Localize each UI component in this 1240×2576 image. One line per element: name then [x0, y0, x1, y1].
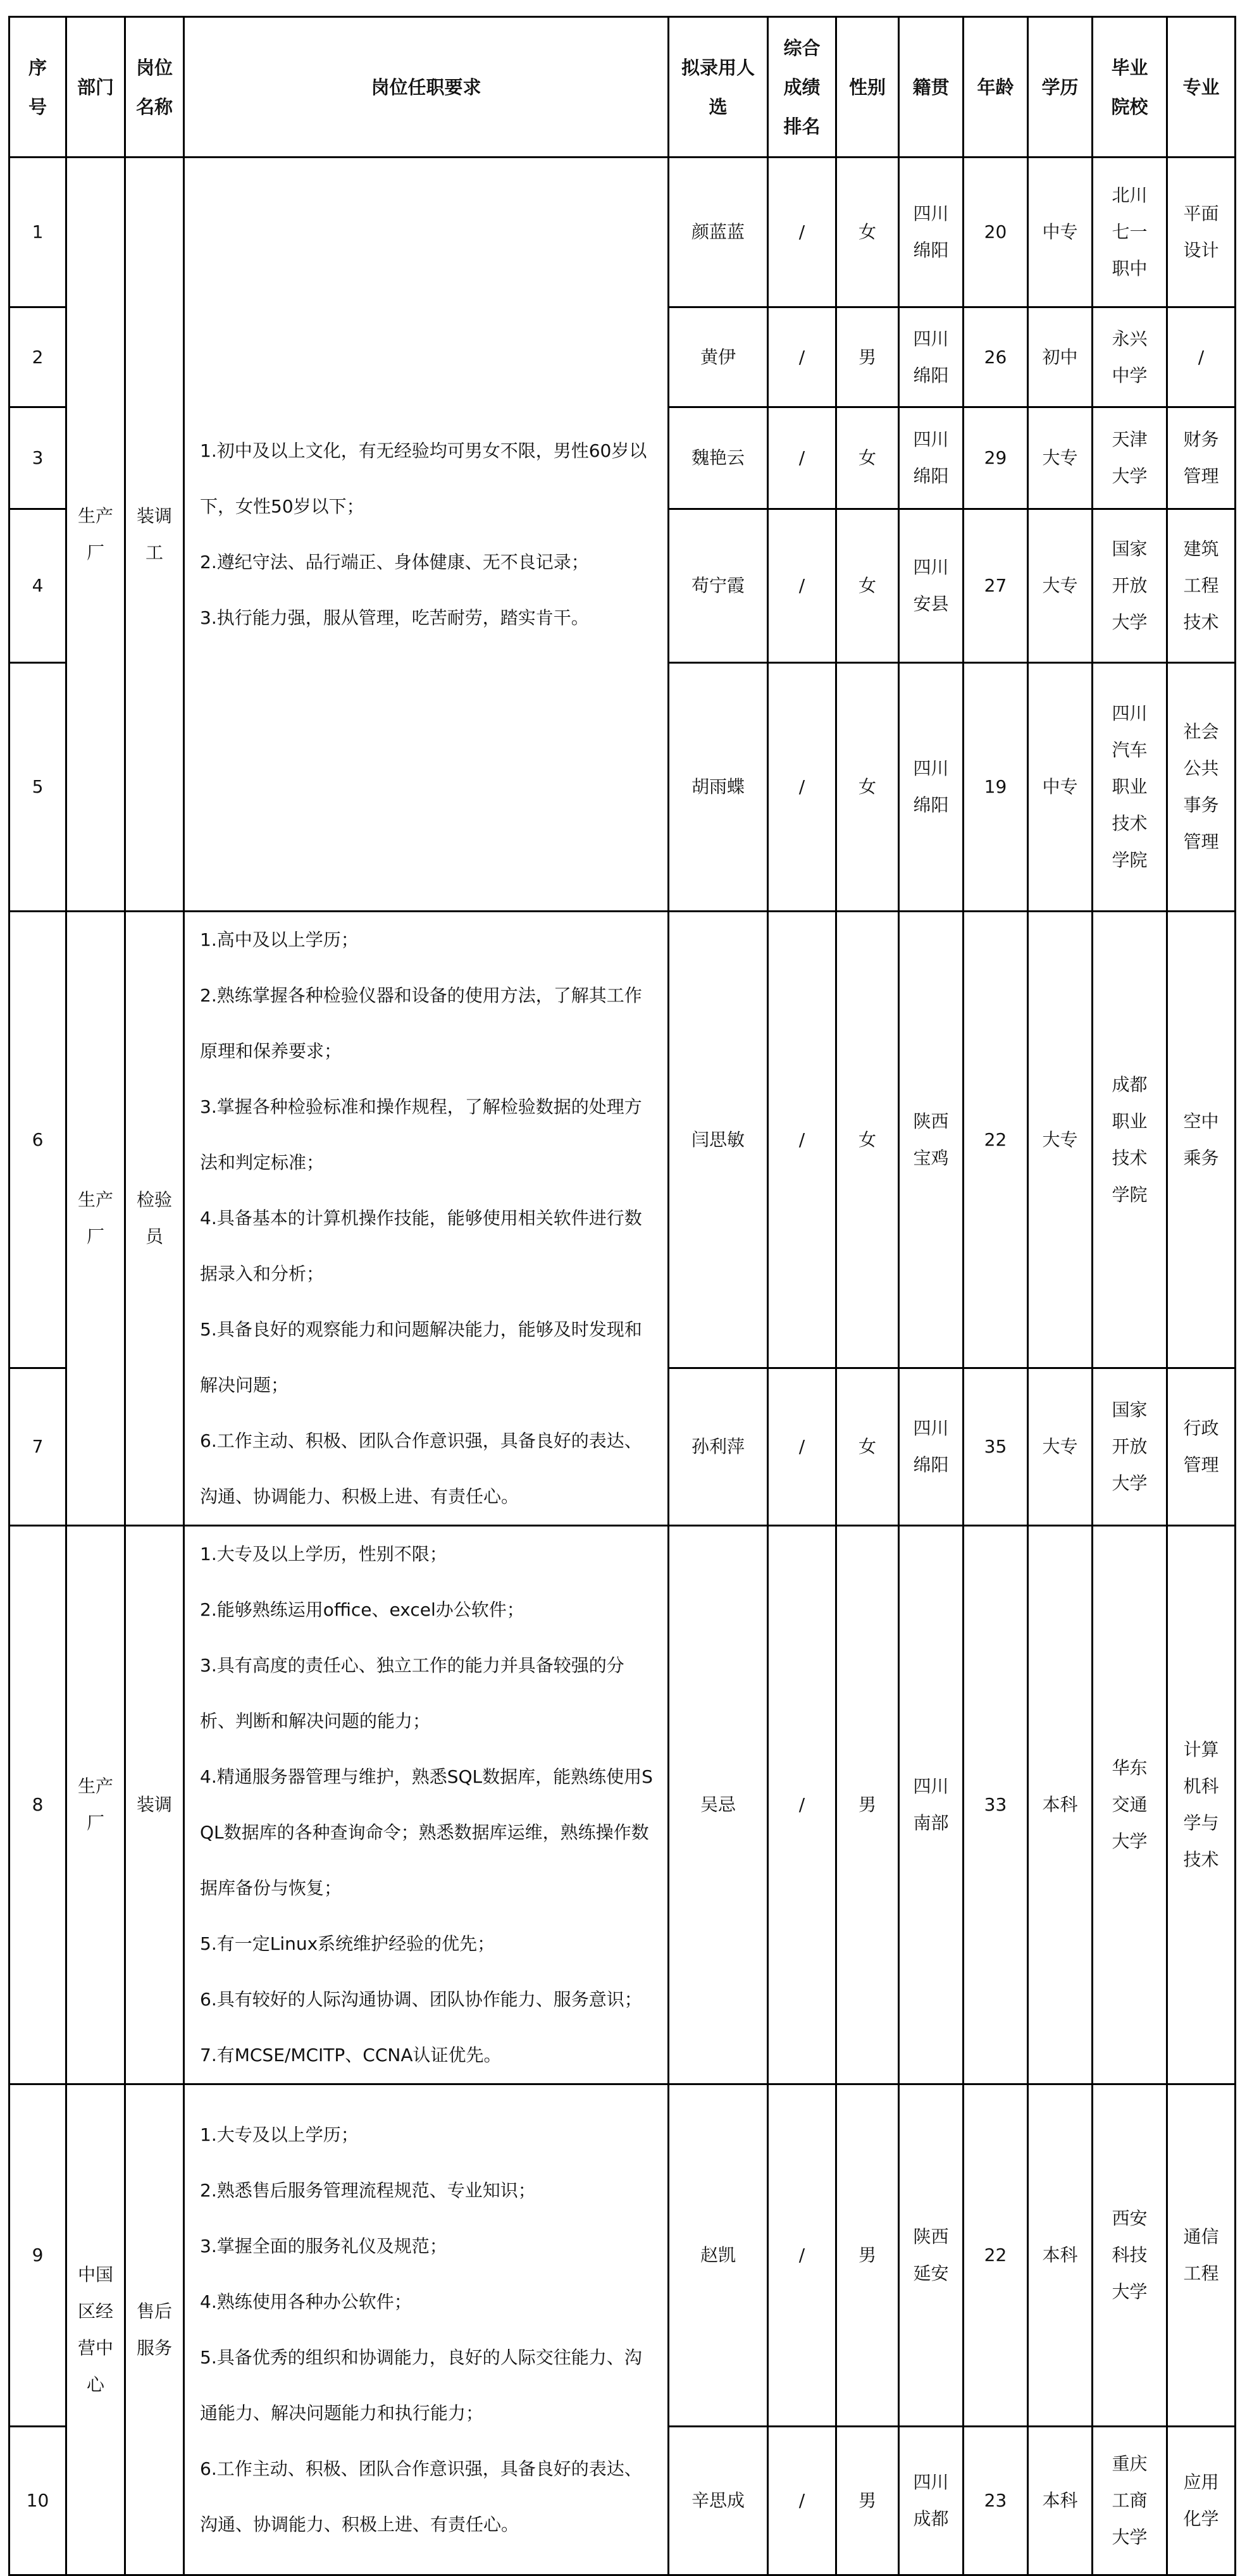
row-number: 8 — [9, 1526, 66, 2084]
gender: 女 — [836, 509, 899, 663]
row-number: 2 — [9, 307, 66, 407]
table-row — [9, 912, 1236, 1368]
header-cell: 专业 — [1167, 17, 1236, 158]
candidate-name: 辛思成 — [669, 2427, 768, 2575]
department-cell: 生产厂 — [66, 912, 125, 1526]
requirement-item: 1.初中及以上文化，有无经验均可男女不限，男性60岁以下，女性50岁以下； — [200, 440, 647, 517]
score-rank: / — [768, 158, 836, 307]
native-place: 四川绵阳 — [899, 307, 964, 407]
gender: 男 — [836, 307, 899, 407]
header-cell: 部门 — [66, 17, 125, 158]
native-place: 四川南部 — [899, 1526, 964, 2084]
education: 本科 — [1028, 1526, 1093, 2084]
age: 22 — [964, 912, 1028, 1368]
gender: 男 — [836, 1526, 899, 2084]
header-cell: 性别 — [836, 17, 899, 158]
header-cell: 籍贯 — [899, 17, 964, 158]
department-cell: 生产厂 — [66, 1526, 125, 2084]
requirement-item: 2.熟悉售后服务管理流程规范、专业知识； — [200, 2179, 536, 2201]
requirements-cell — [184, 912, 669, 1526]
major: 建筑工程技术 — [1167, 509, 1236, 663]
school: 国家开放大学 — [1093, 509, 1167, 663]
row-number: 4 — [9, 509, 66, 663]
score-rank: / — [768, 1368, 836, 1526]
candidate-name: 魏艳云 — [669, 407, 768, 509]
header-cell: 毕业院校 — [1093, 17, 1167, 158]
row-number: 5 — [9, 663, 66, 912]
education: 大专 — [1028, 407, 1093, 509]
candidate-name: 闫思敏 — [669, 912, 768, 1368]
major: 通信工程 — [1167, 2084, 1236, 2427]
candidate-name: 黄伊 — [669, 307, 768, 407]
age: 22 — [964, 2084, 1028, 2427]
requirement-item: 3.执行能力强，服从管理，吃苦耐劳，踏实肯干。 — [200, 607, 589, 628]
requirement-item: 1.大专及以上学历，性别不限； — [200, 1544, 447, 1564]
position-cell: 售后服务 — [125, 2084, 184, 2575]
requirement-item: 4.具备基本的计算机操作技能，能够使用相关软件进行数据录入和分析； — [200, 1208, 642, 1284]
gender: 男 — [836, 2427, 899, 2575]
requirement-item: 6.工作主动、积极、团队合作意识强，具备良好的表达、沟通、协调能力、积极上进、有责任心。 — [200, 2458, 642, 2535]
education: 本科 — [1028, 2084, 1093, 2427]
candidate-name: 颜蓝蓝 — [669, 158, 768, 307]
requirement-item: 3.具有高度的责任心、独立工作的能力并具备较强的分析、判断和解决问题的能力； — [200, 1655, 624, 1731]
school: 西安科技大学 — [1093, 2084, 1167, 2427]
table-row — [9, 1526, 1236, 2084]
row-number: 6 — [9, 912, 66, 1368]
age: 26 — [964, 307, 1028, 407]
school: 四川汽车职业技术学院 — [1093, 663, 1167, 912]
education: 大专 — [1028, 912, 1093, 1368]
requirement-item: 6.工作主动、积极、团队合作意识强，具备良好的表达、沟通、协调能力、积极上进、有责任心。 — [200, 1430, 642, 1507]
candidate-name: 吴忌 — [669, 1526, 768, 2084]
score-rank: / — [768, 307, 836, 407]
requirement-item: 1.大专及以上学历； — [200, 2124, 359, 2145]
major: 行政管理 — [1167, 1368, 1236, 1526]
header-cell: 岗位任职要求 — [184, 17, 669, 158]
requirement-item: 1.高中及以上学历； — [200, 929, 359, 950]
age: 19 — [964, 663, 1028, 912]
requirement-item: 3.掌握全面的服务礼仪及规范； — [200, 2235, 447, 2257]
major: 财务管理 — [1167, 407, 1236, 509]
school: 成都职业技术学院 — [1093, 912, 1167, 1368]
score-rank: / — [768, 912, 836, 1368]
header-cell: 岗位名称 — [125, 17, 184, 158]
gender: 女 — [836, 663, 899, 912]
score-rank: / — [768, 2427, 836, 2575]
school: 天津大学 — [1093, 407, 1167, 509]
score-rank: / — [768, 663, 836, 912]
position-cell: 装调 — [125, 1526, 184, 2084]
candidate-name: 赵凯 — [669, 2084, 768, 2427]
requirement-item: 5.具备优秀的组织和协调能力，良好的人际交往能力、沟通能力、解决问题能力和执行能力； — [200, 2346, 642, 2424]
native-place: 四川绵阳 — [899, 407, 964, 509]
age: 23 — [964, 2427, 1028, 2575]
requirement-item: 6.具有较好的人际沟通协调、团队协作能力、服务意识； — [200, 1989, 642, 2010]
age: 33 — [964, 1526, 1028, 2084]
row-number: 1 — [9, 158, 66, 307]
education: 大专 — [1028, 1368, 1093, 1526]
education: 中专 — [1028, 158, 1093, 307]
requirements-cell — [184, 1526, 669, 2084]
candidate-name: 胡雨蝶 — [669, 663, 768, 912]
native-place: 四川绵阳 — [899, 158, 964, 307]
score-rank: / — [768, 407, 836, 509]
requirements-cell — [184, 158, 669, 912]
requirements-cell — [184, 2084, 669, 2575]
school: 国家开放大学 — [1093, 1368, 1167, 1526]
requirement-item: 5.具备良好的观察能力和问题解决能力，能够及时发现和解决问题； — [200, 1319, 642, 1396]
header-cell: 拟录用人选 — [669, 17, 768, 158]
candidate-name: 孙利萍 — [669, 1368, 768, 1526]
hiring-table — [8, 16, 1236, 2576]
row-number: 9 — [9, 2084, 66, 2427]
row-number: 7 — [9, 1368, 66, 1526]
major: 应用化学 — [1167, 2427, 1236, 2575]
education: 初中 — [1028, 307, 1093, 407]
requirement-item: 3.掌握各种检验标准和操作规程，了解检验数据的处理方法和判定标准； — [200, 1096, 642, 1173]
score-rank: / — [768, 509, 836, 663]
header-cell: 年龄 — [964, 17, 1028, 158]
requirement-item: 4.精通服务器管理与维护，熟悉SQL数据库，能熟练使用SQL数据库的各种查询命令；熟悉数据库运维，熟练操作数据库备份与恢复； — [200, 1766, 653, 1898]
header-cell: 学历 — [1028, 17, 1093, 158]
gender: 女 — [836, 1368, 899, 1526]
age: 29 — [964, 407, 1028, 509]
school: 华东交通大学 — [1093, 1526, 1167, 2084]
score-rank: / — [768, 2084, 836, 2427]
table-row — [9, 158, 1236, 307]
education: 本科 — [1028, 2427, 1093, 2575]
age: 20 — [964, 158, 1028, 307]
school: 北川七一职中 — [1093, 158, 1167, 307]
header-cell: 序号 — [9, 17, 66, 158]
gender: 女 — [836, 158, 899, 307]
age: 35 — [964, 1368, 1028, 1526]
gender: 女 — [836, 407, 899, 509]
education: 中专 — [1028, 663, 1093, 912]
position-cell: 装调工 — [125, 158, 184, 912]
table-row — [9, 2084, 1236, 2427]
header-cell: 综合成绩排名 — [768, 17, 836, 158]
gender: 男 — [836, 2084, 899, 2427]
requirement-item: 5.有一定Linux系统维护经验的优先； — [200, 1933, 495, 1954]
major: 平面设计 — [1167, 158, 1236, 307]
native-place: 四川安县 — [899, 509, 964, 663]
score-rank: / — [768, 1526, 836, 2084]
requirement-item: 4.熟练使用各种办公软件； — [200, 2291, 412, 2312]
major: 社会公共事务管理 — [1167, 663, 1236, 912]
major: 计算机科学与技术 — [1167, 1526, 1236, 2084]
major: 空中乘务 — [1167, 912, 1236, 1368]
header-row — [9, 17, 1236, 158]
native-place: 陕西延安 — [899, 2084, 964, 2427]
gender: 女 — [836, 912, 899, 1368]
major: / — [1167, 307, 1236, 407]
requirement-item: 2.遵纪守法、品行端正、身体健康、无不良记录； — [200, 551, 589, 573]
department-cell: 中国区经营中心 — [66, 2084, 125, 2575]
native-place: 四川成都 — [899, 2427, 964, 2575]
row-number: 3 — [9, 407, 66, 509]
school: 永兴中学 — [1093, 307, 1167, 407]
native-place: 四川绵阳 — [899, 663, 964, 912]
school: 重庆工商大学 — [1093, 2427, 1167, 2575]
row-number: 10 — [9, 2427, 66, 2575]
native-place: 四川绵阳 — [899, 1368, 964, 1526]
age: 27 — [964, 509, 1028, 663]
education: 大专 — [1028, 509, 1093, 663]
department-cell: 生产厂 — [66, 158, 125, 912]
position-cell: 检验员 — [125, 912, 184, 1526]
requirement-item: 2.熟练掌握各种检验仪器和设备的使用方法，了解其工作原理和保养要求； — [200, 985, 642, 1062]
candidate-name: 苟宁霞 — [669, 509, 768, 663]
requirement-item: 2.能够熟练运用office、excel办公软件； — [200, 1599, 524, 1620]
requirement-item: 7.有MCSE/MCITP、CCNA认证优先。 — [200, 2045, 502, 2065]
native-place: 陕西宝鸡 — [899, 912, 964, 1368]
